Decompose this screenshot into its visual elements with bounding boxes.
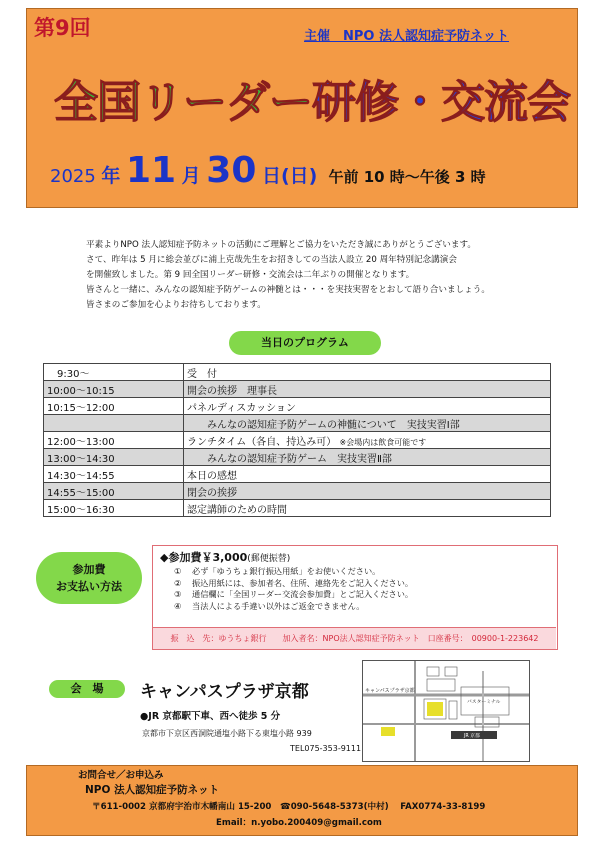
date-year: 2025 [50, 166, 96, 187]
intro-line: 皆さまのご参加を心よりお待ちしております。 [86, 300, 266, 310]
program-time: 9:30～ [44, 364, 184, 381]
table-row [44, 364, 551, 381]
table-row [44, 415, 551, 432]
list-item: ④ 当法人による手違い以外はご返金できません。 [174, 600, 365, 611]
venue-address: 京都市下京区西洞院通塩小路下る東塩小路 939 [142, 729, 312, 738]
intro-text [86, 238, 556, 313]
title-part-2: 研修・交流会 [312, 77, 570, 128]
venue-access: ●JR 京都駅下車、西へ徒歩 5 分 [140, 711, 281, 722]
bank-info: 振 込 先：ゆうちょ銀行 加入者名：NPO法人認知症予防ネット 口座番号： 00900-1-223642 [153, 627, 556, 649]
table-row [44, 381, 551, 398]
table-row [44, 500, 551, 517]
program-time: 10:00～10:15 [44, 381, 184, 398]
date-day-unit: 日(日) [261, 165, 318, 187]
edition-label: 第9回 [34, 16, 91, 40]
date-month-unit: 月 [181, 165, 201, 187]
map-label-venue: キャンパスプラザ京都 [365, 688, 415, 694]
date-year-unit: 年 [101, 165, 121, 187]
list-item: ① 必ず「ゆうちょ銀行振込用紙」をお使いください。 [174, 566, 381, 576]
program-time: 15:00～16:30 [44, 500, 184, 517]
program-item: パネルディスカッション [184, 398, 551, 415]
program-item: 認定講師のための時間 [184, 500, 551, 517]
program-item-text: ランチタイム（各自、持込み可） [187, 436, 337, 448]
payment-instructions [174, 566, 413, 612]
contact-address: 〒611-0002 京都府宇治市木幡南山 15-200 ☎090-5648-5373(中村) FAX0774-33-8199 [92, 802, 486, 812]
contact-heading: お問合せ／お申込み [78, 770, 164, 781]
host-label: 主催 NPO 法人認知症予防ネット [304, 29, 509, 44]
venue-label: 会 場 [49, 680, 125, 698]
map-label-bus: バスターミナル [467, 700, 501, 705]
list-item: ② 振込用紙には、参加者名、住所、連絡先をご記入ください。 [174, 577, 414, 588]
program-item-note: ※会場内は飲食可能です [339, 437, 427, 447]
date-month: 11 [125, 150, 177, 191]
program-time: 13:00～14:30 [44, 449, 184, 466]
date-day: 30 [206, 150, 257, 191]
intro-line: を開催致しました。第 9 回全国リーダー研修・交流会は二年ぶりの開催となります。 [86, 270, 415, 280]
event-time: 午前 10 時～午後 3 時 [328, 168, 486, 186]
program-item: 本日の感想 [184, 466, 551, 483]
table-row [44, 432, 551, 449]
program-table [43, 363, 551, 517]
program-item: 受 付 [184, 364, 551, 381]
contact-org: NPO 法人認知症予防ネット [85, 784, 220, 796]
fee-text: ◆参加費￥3,000 [160, 551, 248, 564]
payment-label [36, 552, 142, 604]
event-title [54, 66, 570, 130]
program-time: 12:00～13:00 [44, 432, 184, 449]
payment-label-line: お支払い方法 [56, 580, 122, 593]
venue-marker [427, 702, 443, 716]
program-item: 開会の挨拶 理事長 [184, 381, 551, 398]
table-row [44, 398, 551, 415]
map-label-station: JR 京都 [464, 734, 480, 739]
program-item: みんなの認知症予防ゲーム 実技実習Ⅱ部 [184, 449, 551, 466]
intro-line: 平素よりNPO 法人認知症予防ネットの活動にご理解とご協力をいただき誠にありがとうございます。 [86, 240, 476, 250]
intro-line: さて、昨年は 5 月に総会並びに浦上克哉先生をお招きしての当法人設立 20 周年特別記念講演会 [86, 255, 457, 265]
program-time: 14:55～15:00 [44, 483, 184, 500]
program-item: 閉会の挨拶 [184, 483, 551, 500]
program-time: 14:30～14:55 [44, 466, 184, 483]
event-date [50, 150, 486, 191]
map-drawing [363, 661, 529, 761]
intro-line: 皆さんと一緒に、みんなの認知症予防ゲームの神髄とは・・・を実技実習をとおして語り合いましょう。 [86, 285, 490, 295]
program-time: 10:15～12:00 [44, 398, 184, 415]
program-title: 当日のプログラム [229, 331, 381, 355]
table-row [44, 449, 551, 466]
program-item: みんなの認知症予防ゲームの神髄について 実技実習Ⅰ部 [184, 415, 551, 432]
venue-map [362, 660, 530, 762]
fee-amount [160, 549, 290, 565]
program-item [184, 432, 551, 449]
title-part-1: 全国リーダー [54, 77, 312, 128]
list-item: ③ 通信欄に「全国リーダー交流会参加費」とご記入ください。 [174, 589, 414, 599]
venue-tel: TEL075-353-9111 [290, 744, 362, 753]
venue-name: キャンパスプラザ京都 [140, 682, 309, 702]
contact-email: Email：n.yobo.200409@gmail.com [216, 818, 382, 828]
fee-note: (郵便振替) [247, 554, 291, 564]
payment-label-line: 参加費 [72, 563, 106, 576]
table-row [44, 483, 551, 500]
program-time [44, 415, 184, 432]
table-row [44, 466, 551, 483]
